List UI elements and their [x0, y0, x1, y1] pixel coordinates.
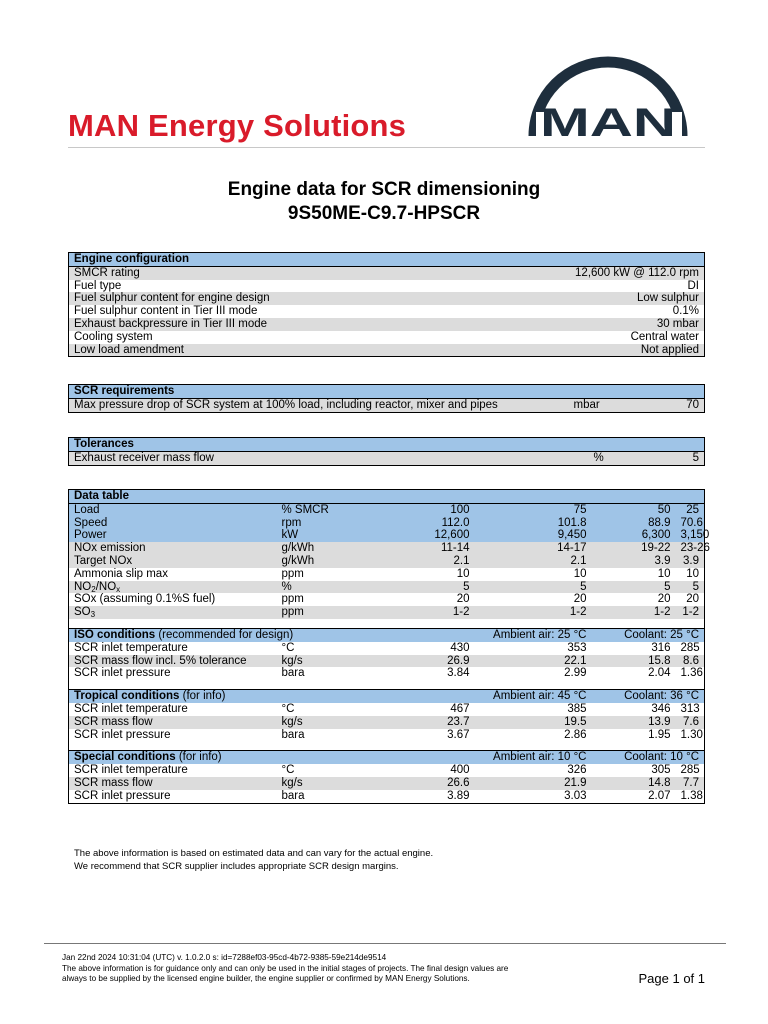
table-row: Load % SMCR 100 75 50 25	[69, 503, 705, 516]
table-row: SMCR rating 12,600 kW @ 112.0 rpm	[69, 266, 705, 279]
table-row: Speed rpm 112.0 101.8 88.9 70.6	[69, 517, 705, 530]
table-row: SCR inlet pressure bara 3.89 3.03 2.07 1.38	[74, 789, 703, 802]
footer-disclaimer: always to be supplied by the licensed engine builder, the engine supplier or confirmed by MAN Energy Solutions.	[62, 974, 470, 983]
special-conditions-header: Special conditions (for info) Ambient air: 10 °C Coolant: 10 °C	[69, 751, 705, 764]
tropical-conditions-header: Tropical conditions (for info) Ambient air: 45 °C Coolant: 36 °C	[69, 690, 705, 703]
table-row: SCR mass flow kg/s 23.7 19.5 13.9 7.6	[69, 716, 705, 729]
footer-timestamp: Jan 22nd 2024 10:31:04 (UTC) v. 1.0.2.0 s: id=7288ef03-95cd-4b72-9385-59e214de9514	[62, 953, 387, 962]
table-row: Cooling system Central water	[74, 330, 699, 343]
no2-nox-label: $NO_2/NO_x$	[69, 581, 277, 594]
table-row: Max pressure drop of SCR system at 100% load, including reactor, mixer and pipes mbar 70	[69, 398, 705, 412]
scr-requirements-table	[68, 384, 705, 413]
document-title: Engine data for SCR dimensioning	[227, 179, 541, 200]
footer-disclaimer: The above information is for guidance only and can only be used in the initial stages of projects. The final design values are	[62, 963, 509, 973]
table-row: SCR inlet temperature °C 430 353 316 285	[74, 641, 700, 654]
brand-name: MAN Energy Solutions	[68, 108, 407, 143]
table-row: SCR inlet temperature °C 467 385 346 313	[74, 702, 700, 715]
tolerances-table	[68, 437, 705, 466]
table-row: SCR inlet pressure bara 3.84 2.99 2.04 1.36	[74, 667, 703, 680]
table-row: Fuel sulphur content in Tier III mode 0.1%	[74, 305, 699, 318]
header-divider	[68, 147, 705, 148]
table-row: $NO_2/NO_x$ % 5 5 5 5	[69, 581, 705, 594]
notes	[74, 847, 433, 873]
table-row: Fuel sulphur content for engine design Low sulphur	[69, 292, 705, 305]
footer-divider	[44, 943, 726, 944]
table-row: Target NOx g/kWh 2.1 2.1 3.9 3.9	[69, 555, 705, 568]
note-line: We recommend that SCR supplier includes appropriate SCR design margins.	[74, 861, 399, 872]
iso-conditions-header: ISO conditions (recommended for design) Ambient air: 25 °C Coolant: 25 °C	[69, 628, 705, 641]
table-row: SCR inlet temperature °C 400 326 305 285	[74, 764, 700, 777]
man-logo	[522, 50, 694, 145]
table-row: SCR mass flow incl. 5% tolerance kg/s 26.9 22.1 15.8 8.6	[69, 655, 705, 668]
table-row: Fuel type DI	[74, 279, 699, 292]
table-row: NOx emission g/kWh 11-14 14-17 19-22 23-26	[69, 542, 705, 555]
section-heading: SCR requirements	[69, 385, 705, 399]
table-row: SOx (assuming 0.1%S fuel) ppm 20 20 20 20	[74, 593, 699, 606]
table-row: Ammonia slip max ppm 10 10 10 10	[74, 567, 699, 580]
engine-configuration-table	[68, 252, 705, 357]
footer-text	[62, 953, 508, 985]
table-row: Exhaust backpressure in Tier III mode 30 mbar	[69, 318, 705, 331]
page-number: Page 1 of 1	[638, 971, 705, 986]
section-heading: Data table	[69, 490, 705, 504]
table-row: Power kW 12,600 9,450 6,300 3,150	[69, 529, 705, 542]
logo-text: MAN	[540, 101, 676, 145]
section-heading: Tolerances	[69, 438, 705, 452]
data-table	[68, 489, 710, 804]
table-row: Low load amendment Not applied	[69, 344, 705, 357]
section-heading: Engine configuration	[69, 253, 705, 267]
engine-designation: 9S50ME-C9.7-HPSCR	[287, 203, 481, 224]
note-line: The above information is based on estimated data and can vary for the actual engine.	[74, 848, 434, 859]
table-row: Exhaust receiver mass flow % 5	[69, 451, 705, 465]
so3-label: $SO_3$	[69, 606, 277, 619]
table-row: $SO_3$ ppm 1-2 1-2 1-2 1-2	[69, 606, 705, 619]
table-row: SCR mass flow kg/s 26.6 21.9 14.8 7.7	[69, 777, 705, 790]
table-row: SCR inlet pressure bara 3.67 2.86 1.95 1.30	[74, 728, 703, 741]
